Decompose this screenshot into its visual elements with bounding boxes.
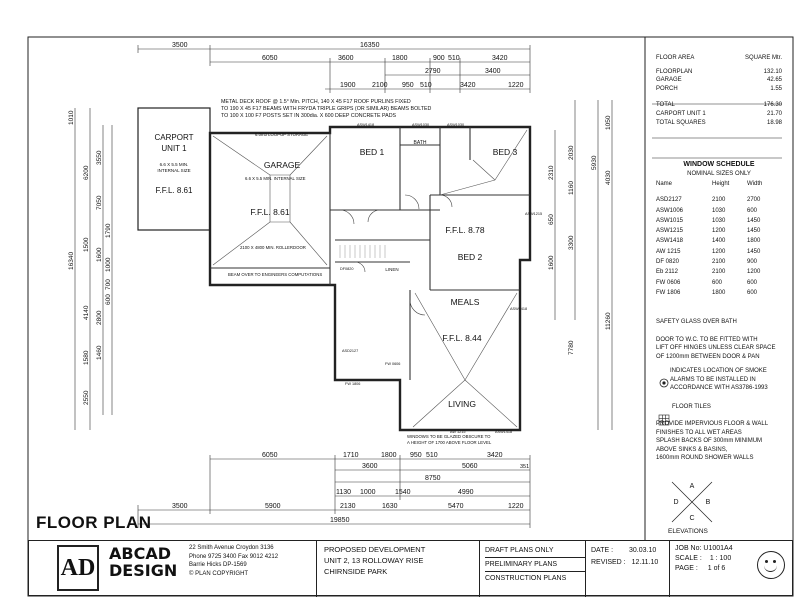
door-note-2: LIFT OFF HINGES UNLESS CLEAR SPACE xyxy=(656,345,776,351)
dim-bottom: 1000 xyxy=(360,489,376,496)
smoke-note-1: INDICATES LOCATION OF SMOKE xyxy=(670,368,767,374)
area-value: 1.55 xyxy=(770,85,782,92)
dim-top-510: 510 xyxy=(448,55,460,62)
dim-bottom: 351 xyxy=(520,464,530,470)
dim-left: 7050 xyxy=(96,195,103,210)
room-bed1: BED 1 xyxy=(359,147,385,157)
area-header-unit: SQUARE Mtr. xyxy=(744,55,782,61)
area-row xyxy=(656,110,782,119)
status-construction: CONSTRUCTION PLANS xyxy=(485,575,567,582)
window-tag: ASW1215 xyxy=(525,212,543,216)
right-dimension-labels xyxy=(548,115,612,355)
dim-bottom: 950 xyxy=(410,452,422,459)
company-logo: AD xyxy=(57,545,99,591)
dim-right: 2310 xyxy=(548,165,555,180)
area-name: GARAGE xyxy=(656,77,682,84)
garage-int-size: 6.6 X 5.5 MIN. INTERNAL SIZE xyxy=(245,176,306,181)
dim-bottom: 4990 xyxy=(458,489,474,496)
dim-top-6050: 6050 xyxy=(262,55,278,62)
schedule-cell: 600 xyxy=(712,279,723,286)
schedule-cell: 1400 xyxy=(712,238,726,245)
schedule-cell: ASD2127 xyxy=(656,197,682,204)
room-garage: GARAGE xyxy=(263,160,301,170)
elevation-letter-b: B xyxy=(705,499,711,506)
dim-left: 1000 xyxy=(105,257,112,272)
project-suburb: CHIRNSIDE PARK xyxy=(324,567,388,576)
schedule-cell: 1030 xyxy=(712,207,726,214)
area-row xyxy=(656,76,782,85)
area-row xyxy=(656,85,782,94)
dim-top-3600: 3600 xyxy=(338,55,354,62)
page-value: 1 of 6 xyxy=(707,565,726,572)
floor-area-table xyxy=(656,54,782,127)
loft-note: 6.0m3 LOOPUP STORAGE xyxy=(255,132,309,137)
col-header: Width xyxy=(747,181,763,187)
meals-ffl: F.F.L. 8.44 xyxy=(442,333,482,343)
finishes-note-1: PROVIDE IMPERVIOUS FLOOR & WALL xyxy=(656,421,769,427)
area-value: 18.98 xyxy=(766,119,782,126)
carport-size: 6.6 X 5.5 MIN. xyxy=(159,162,189,167)
dim-top-3400: 3400 xyxy=(485,68,501,75)
window-tag: ASW1030 xyxy=(412,123,430,127)
dim-right: 11260 xyxy=(605,312,612,330)
dim-bottom: 1540 xyxy=(395,489,411,496)
beam-note: BEAM OVER TO ENGINEERS COMPUTATIONS xyxy=(228,272,323,277)
dim-top-1900: 1900 xyxy=(340,82,356,89)
dim-right: 1600 xyxy=(548,255,555,270)
dim-left: 1010 xyxy=(68,110,75,125)
address-line: 22 Smith Avenue Croydon 3136 xyxy=(189,545,274,551)
schedule-cell: FW 0606 xyxy=(656,279,681,286)
finishes-note-4: ABOVE SINKS & BASINS, xyxy=(656,446,728,453)
window-tag: ASW1030 xyxy=(447,123,465,127)
company-name xyxy=(109,545,177,579)
floor-tiles-note: FLOOR TILES xyxy=(672,403,711,410)
company-name-line1: ABCAD xyxy=(109,544,171,563)
room-linen: LINEN xyxy=(385,267,399,272)
status-preliminary: PRELIMINARY PLANS xyxy=(485,558,585,572)
dim-left: 1790 xyxy=(105,223,112,238)
dim-right: 1050 xyxy=(605,115,612,130)
schedule-cell: 1030 xyxy=(712,217,726,224)
area-header-label: FLOOR AREA xyxy=(656,55,695,61)
schedule-cell: 1800 xyxy=(747,238,761,245)
dim-bottom: 1800 xyxy=(381,452,397,459)
carport-unit-label: UNIT 1 xyxy=(161,144,187,153)
dim-bottom: 3500 xyxy=(172,503,188,510)
dim-bottom: 5060 xyxy=(462,463,478,470)
dim-bottom: 3600 xyxy=(362,463,378,470)
dim-bottom: 3420 xyxy=(487,452,503,459)
area-name: CARPORT UNIT 1 xyxy=(656,110,706,117)
window-tag: ASW1418 xyxy=(510,307,528,311)
schedule-cell: 1450 xyxy=(747,228,761,235)
dim-left: 3550 xyxy=(96,150,103,165)
window-tag: DF0820 xyxy=(340,267,354,271)
window-schedule-title: WINDOW SCHEDULE xyxy=(683,161,755,168)
dim-top-510b: 510 xyxy=(420,82,432,89)
dim-top-2100: 2100 xyxy=(372,82,388,89)
dim-left: 2550 xyxy=(83,390,90,405)
window-schedule xyxy=(656,160,782,298)
dim-top-3420b: 3420 xyxy=(460,82,476,89)
dim-bottom: 510 xyxy=(426,452,438,459)
finishes-note-2: FINISHES TO ALL WET AREAS xyxy=(656,429,742,436)
dim-bottom: 5900 xyxy=(265,503,281,510)
room-bed2: BED 2 xyxy=(457,252,483,262)
window-glazed-note-2: A HEIGHT OF 1700 ABOVE FLOOR LEVEL xyxy=(407,440,492,445)
dim-left: 1580 xyxy=(83,350,90,365)
elevation-letter-a: A xyxy=(689,483,695,490)
date-label: DATE : xyxy=(591,547,614,554)
smiley-face-icon xyxy=(757,551,785,579)
dim-left: 700 xyxy=(105,279,112,290)
company-name-line2: DESIGN xyxy=(109,561,178,580)
status-draft: DRAFT PLANS ONLY xyxy=(485,544,585,558)
area-name: TOTAL xyxy=(656,102,675,109)
ffl-878: F.F.L. 8.78 xyxy=(445,225,485,235)
schedule-cell: 1200 xyxy=(712,228,726,235)
dim-bottom: 1710 xyxy=(343,452,359,459)
roof-note-2: TO 190 X 45 F17 BEAMS WITH FRYDA TRIPLE GRIPS (OR SIMILAR) BEAMS BOLTED xyxy=(221,106,432,112)
dim-top-900: 900 xyxy=(433,55,445,62)
copyright-line: © PLAN COPYRIGHT xyxy=(189,570,249,577)
dim-left: 1460 xyxy=(96,345,103,360)
project-line: PROPOSED DEVELOPMENT xyxy=(324,545,426,554)
dim-top-3420: 3420 xyxy=(492,55,508,62)
revised-value: 12.11.10 xyxy=(631,559,659,566)
window-tag: FW 1806 xyxy=(345,382,361,386)
dim-bottom: 5470 xyxy=(448,503,464,510)
stair-hatch xyxy=(340,245,385,258)
schedule-cell: 2100 xyxy=(712,259,726,266)
dates xyxy=(591,545,658,569)
carport-ffl: F.F.L. 8.61 xyxy=(155,186,193,195)
area-name: PORCH xyxy=(656,85,678,92)
window-tag: ASW1418 xyxy=(357,123,375,127)
dim-left: 2800 xyxy=(96,310,103,325)
drawing-title: FLOOR PLAN xyxy=(36,513,152,532)
window-tag: ASD2127 xyxy=(342,349,359,353)
job-number: U1001A4 xyxy=(703,545,733,552)
dim-left: 16340 xyxy=(68,251,75,270)
dim-top-3500: 3500 xyxy=(172,42,188,49)
date-value: 30.03.10 xyxy=(629,547,657,554)
project-address: UNIT 2, 13 ROLLOWAY RISE xyxy=(324,556,424,565)
dim-right: 1160 xyxy=(568,181,575,195)
job-info xyxy=(675,544,733,574)
col-header: Name xyxy=(656,181,673,187)
window-glazed-note-1: WINDOWS TO BE GLAZED OBSCURE TO xyxy=(407,434,491,439)
schedule-cell: 1200 xyxy=(747,269,761,276)
roof-hip-lines xyxy=(213,130,527,427)
dim-bottom: 1220 xyxy=(508,503,524,510)
project-details xyxy=(324,544,425,577)
room-meals: MEALS xyxy=(450,297,480,307)
area-name: TOTAL SQUARES xyxy=(656,119,706,126)
scale-value: 1 : 100 xyxy=(709,555,732,562)
scale-label: SCALE : xyxy=(675,555,702,562)
schedule-cell: 2100 xyxy=(712,269,726,276)
page-label: PAGE : xyxy=(675,565,698,572)
room-living: LIVING xyxy=(448,399,476,409)
schedule-cell: 600 xyxy=(747,279,758,286)
safety-glass-note: SAFETY GLASS OVER BATH xyxy=(656,319,737,325)
schedule-cell: 1450 xyxy=(747,248,761,255)
col-header: Height xyxy=(712,181,730,187)
area-value: 176.30 xyxy=(763,102,782,109)
smoke-note-2: ALARMS TO BE INSTALLED IN xyxy=(670,376,756,383)
dim-right: 7780 xyxy=(568,340,575,355)
dim-left: 1600 xyxy=(96,247,103,262)
dim-bottom: 6050 xyxy=(262,452,278,459)
window-tag: FW 0606 xyxy=(385,362,401,366)
schedule-cell: ASW1418 xyxy=(656,238,684,245)
area-value: 132.10 xyxy=(763,68,782,75)
dim-right: 5930 xyxy=(591,155,598,170)
garage-ffl: F.F.L. 8.61 xyxy=(250,207,290,217)
dim-left: 6200 xyxy=(83,165,90,180)
area-row xyxy=(656,68,782,77)
schedule-cell: 1200 xyxy=(712,248,726,255)
dim-bottom: 1130 xyxy=(336,489,352,496)
dim-bottom: 2130 xyxy=(340,503,356,510)
title-block xyxy=(28,540,793,596)
dim-right: 3300 xyxy=(568,235,575,250)
dim-bottom: 8750 xyxy=(425,475,441,482)
schedule-cell: ASW1015 xyxy=(656,217,684,224)
schedule-cell: 1450 xyxy=(747,217,761,224)
carport-size-2: INTERNAL SIZE xyxy=(157,168,191,173)
dim-left: 4140 xyxy=(83,305,90,320)
smoke-note-3: ACCORDANCE WITH AS3786-1993 xyxy=(670,385,768,391)
schedule-cell: Eb 2112 xyxy=(656,269,678,276)
phone-line: Phone 9725 3400 Fax 9012 4212 xyxy=(189,553,279,560)
dim-top-950: 950 xyxy=(402,82,414,89)
room-bed3: BED 3 xyxy=(492,147,518,157)
elevation-letter-c: C xyxy=(689,515,695,522)
schedule-cell: 900 xyxy=(747,259,758,266)
company-address xyxy=(189,544,278,578)
dim-right: 650 xyxy=(548,214,555,225)
rollerdoor-note: 2100 X 4800 MIN. ROLLERDOOR xyxy=(240,245,306,250)
schedule-cell: ASW1006 xyxy=(656,207,684,214)
window-schedule-grid xyxy=(656,179,782,298)
area-row xyxy=(656,101,782,110)
dim-right: 2030 xyxy=(568,145,575,160)
schedule-cell: 600 xyxy=(747,289,758,296)
schedule-cell: 2700 xyxy=(747,197,761,204)
schedule-cell: 2100 xyxy=(712,197,726,204)
dim-left: 600 xyxy=(105,294,112,305)
schedule-cell: AW 1215 xyxy=(656,248,681,255)
door-note-1: DOOR TO W.C. TO BE FITTED WITH xyxy=(656,336,758,343)
schedule-cell: 1800 xyxy=(712,289,726,296)
plan-status xyxy=(485,544,585,585)
dim-left: 1500 xyxy=(83,237,90,252)
window-schedule-subtitle: NOMINAL SIZES ONLY xyxy=(687,171,751,177)
dim-top-1800: 1800 xyxy=(392,55,408,62)
area-value: 42.65 xyxy=(766,77,782,84)
side-notes xyxy=(656,318,788,463)
area-value: 21.70 xyxy=(766,110,782,117)
area-name: FLOORPLAN xyxy=(656,68,693,75)
building-walls xyxy=(210,127,530,430)
dim-bottom: 1630 xyxy=(382,503,398,510)
dim-top-2790: 2790 xyxy=(425,68,441,75)
area-row xyxy=(656,119,782,128)
finishes-note-5: 1600mm ROUND SHOWER WALLS xyxy=(656,455,754,461)
schedule-cell: ASW1215 xyxy=(656,228,684,235)
job-label: JOB No: xyxy=(675,545,702,552)
schedule-cell: 600 xyxy=(747,207,758,214)
window-tag: ASW1418 xyxy=(495,430,513,434)
designer-line: Barrie Hicks DP-1569 xyxy=(189,562,247,568)
right-dimensions xyxy=(555,100,612,430)
dim-top-1220: 1220 xyxy=(508,82,524,89)
roof-note-3: TO 100 X 100 F7 POSTS SET IN 300dia. X 600 DEEP CONCRETE PADS xyxy=(221,113,397,119)
room-bath: BATH xyxy=(413,140,427,146)
door-swings xyxy=(340,195,452,315)
finishes-note-3: SPLASH BACKS OF 300mm MINIMUM xyxy=(656,438,763,444)
schedule-cell: DF 0820 xyxy=(656,259,680,266)
schedule-cell: FW 1806 xyxy=(656,289,681,296)
roof-note-1: METAL DECK ROOF @ 1.5° Min. PITCH, 140 X 45 F17 ROOF PURLINS FIXED xyxy=(221,99,411,105)
door-note-3: OF 1200mm BETWEEN DOOR & PAN xyxy=(656,353,760,360)
revised-label: REVISED : xyxy=(591,559,626,566)
elevation-letter-d: D xyxy=(673,499,679,506)
elevations-label: ELEVATIONS xyxy=(668,528,708,535)
dim-right: 4030 xyxy=(605,170,612,185)
carport-label: CARPORT xyxy=(154,133,194,142)
dim-top-16350: 16350 xyxy=(360,42,380,49)
dim-bottom: 19850 xyxy=(330,517,350,524)
window-tag: AW 1215 xyxy=(450,430,466,434)
